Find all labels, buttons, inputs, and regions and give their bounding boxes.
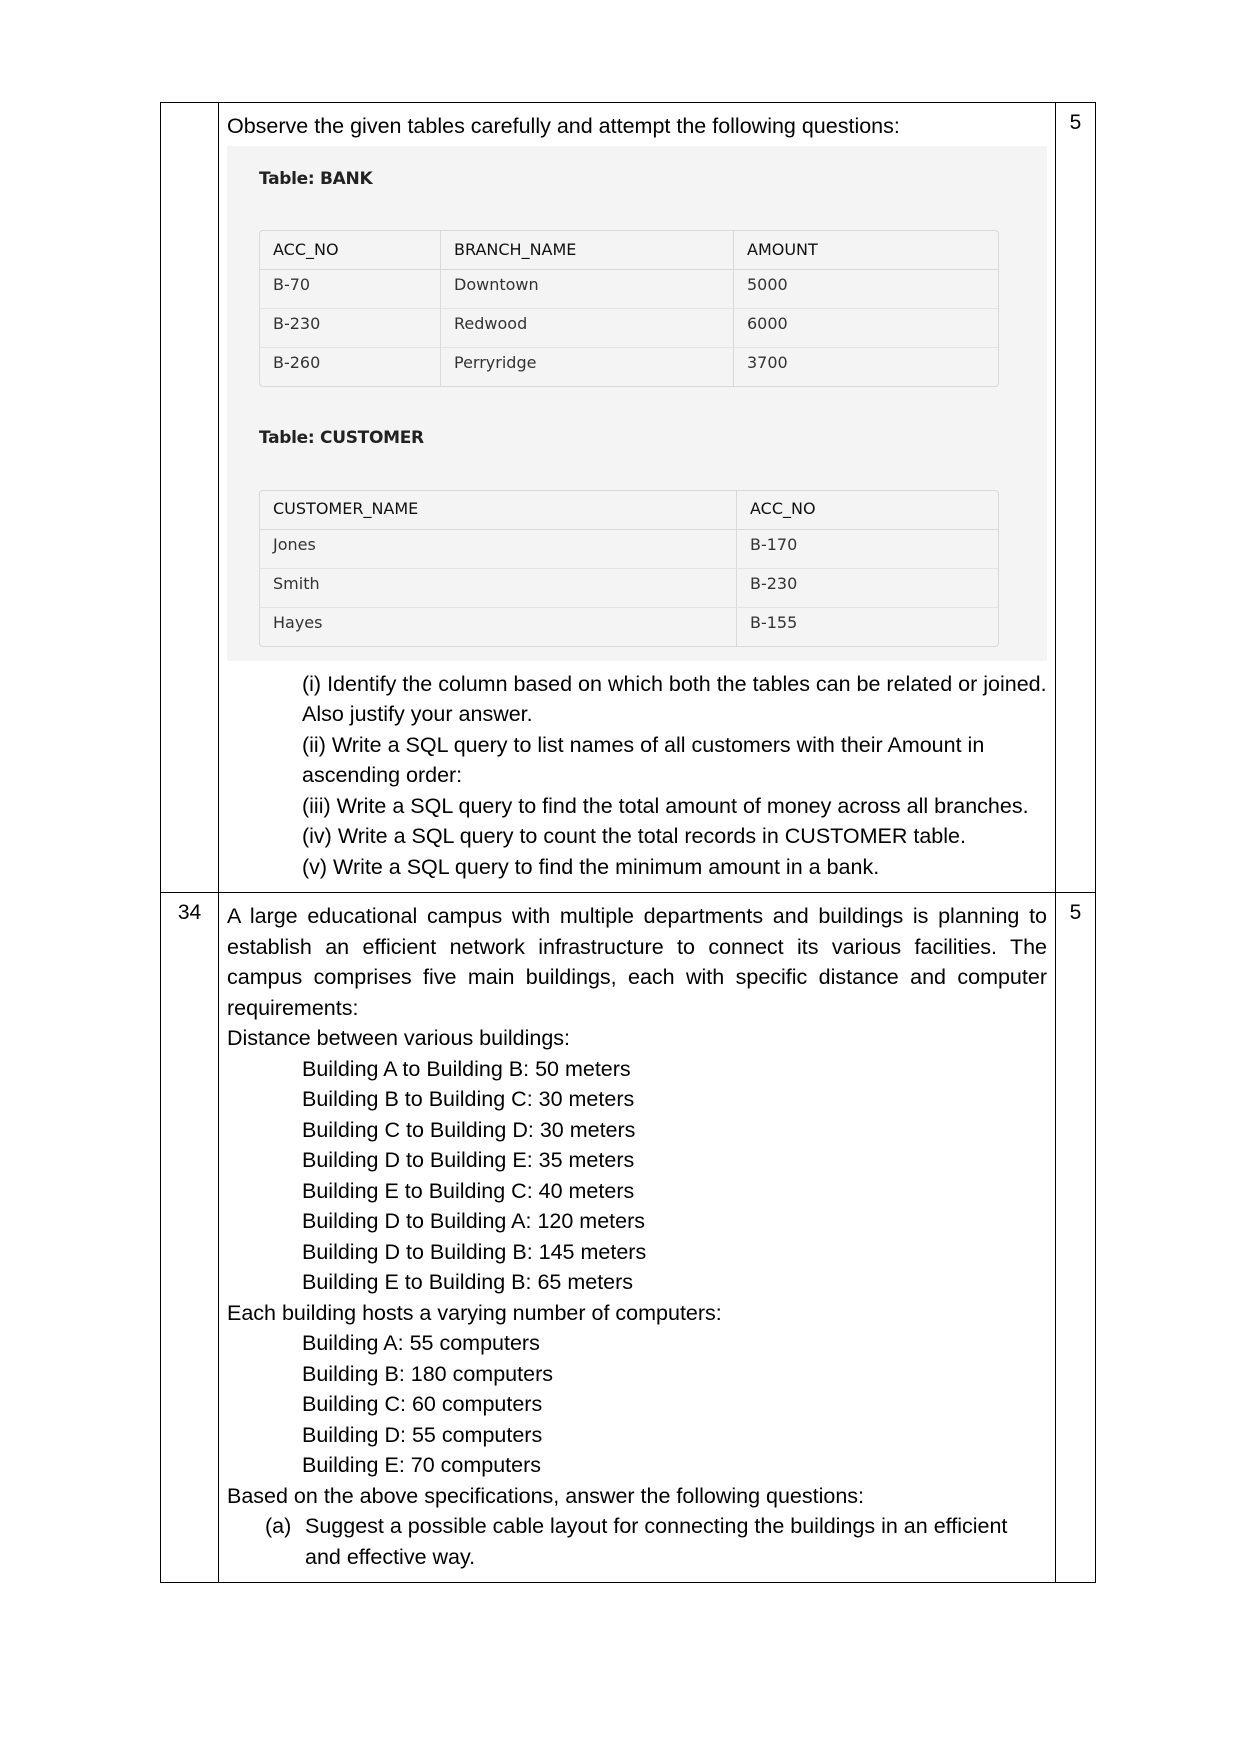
table-row xyxy=(260,348,998,386)
question-table xyxy=(160,102,1096,1583)
table-cell: B-170 xyxy=(736,530,998,569)
tables-image xyxy=(227,146,1047,661)
sub-question-text: Suggest a possible cable layout for connecting the buildings in an efficient and effective way. xyxy=(305,1514,1008,1569)
computer-count-item: Building B: 180 computers xyxy=(302,1361,553,1386)
customer-table-caption: Table: CUSTOMER xyxy=(259,428,424,448)
table-cell: B-70 xyxy=(260,270,440,309)
question-intro: Observe the given tables carefully and attempt the following questions: xyxy=(227,114,900,138)
distance-item: Building D to Building A: 120 meters xyxy=(302,1209,646,1233)
table-cell: 5000 xyxy=(733,270,998,309)
bank-table xyxy=(259,230,999,387)
table-cell: Perryridge xyxy=(440,348,733,386)
distance-item: Building A to Building B: 50 meters xyxy=(302,1056,631,1081)
column-header: ACC_NO xyxy=(736,491,998,530)
table-cell: Jones xyxy=(260,530,736,569)
question-row-34 xyxy=(161,893,1096,1583)
question-marks: 5 xyxy=(1056,893,1096,1583)
table-row xyxy=(260,530,998,569)
distance-item: Building E to Building B: 65 meters xyxy=(302,1270,634,1294)
question-number: 34 xyxy=(161,893,219,1583)
column-header: BRANCH_NAME xyxy=(440,231,733,270)
table-cell: B-230 xyxy=(260,309,440,348)
table-cell: 6000 xyxy=(733,309,998,348)
sub-question-label: (a) xyxy=(265,1514,292,1538)
table-cell: B-260 xyxy=(273,353,321,372)
sub-question: (v) Write a SQL query to find the minimum amount in a bank. xyxy=(302,854,880,879)
question-row-33 xyxy=(161,103,1096,893)
table-cell: B-155 xyxy=(736,608,998,646)
distance-item: Building E to Building C: 40 meters xyxy=(302,1178,635,1203)
question-intro: A large educational campus with multiple departments and buildings is planning to establish an efficient network infrastructure to connect its various facilities. The campus comprises five main buildings, each with specific distance and computer requirements: xyxy=(227,904,1047,1020)
computer-count-item: Building D: 55 computers xyxy=(302,1422,543,1447)
table-cell: Hayes xyxy=(273,612,323,632)
questions-heading: Based on the above specifications, answer the following questions: xyxy=(227,1483,865,1508)
table-row xyxy=(260,569,998,608)
sub-question: (ii) Write a SQL query to list names of all customers with their Amount in ascending order: xyxy=(302,732,985,787)
computer-count-item: Building E: 70 computers xyxy=(302,1453,542,1477)
sub-question: (i) Identify the column based on which both the tables can be related or joined. Also justify your answer. xyxy=(302,671,1047,726)
distance-item: Building D to Building E: 35 meters xyxy=(302,1148,635,1172)
computers-heading: Each building hosts a varying number of computers: xyxy=(227,1300,722,1325)
table-header-row xyxy=(260,231,998,270)
column-header: CUSTOMER_NAME xyxy=(260,491,736,530)
bank-table-caption: Table: BANK xyxy=(259,168,373,189)
sub-question: (iv) Write a SQL query to count the total records in CUSTOMER table. xyxy=(302,824,966,848)
question-body xyxy=(219,103,1056,893)
distance-heading: Distance between various buildings: xyxy=(227,1026,571,1050)
question-body xyxy=(219,893,1056,1583)
table-row xyxy=(260,309,998,348)
question-marks: 5 xyxy=(1056,103,1096,893)
customer-table xyxy=(259,490,999,647)
table-cell: 3700 xyxy=(733,348,998,386)
distance-item: Building B to Building C: 30 meters xyxy=(302,1087,635,1111)
computer-count-item: Building A: 55 computers xyxy=(302,1331,540,1355)
question-number xyxy=(161,103,219,893)
table-cell: B-230 xyxy=(736,569,998,608)
column-header: ACC_NO xyxy=(260,231,440,270)
computer-count-item: Building C: 60 computers xyxy=(302,1392,543,1416)
table-cell: Smith xyxy=(260,569,736,608)
sub-question xyxy=(227,1511,1047,1572)
distance-item: Building D to Building B: 145 meters xyxy=(302,1239,647,1264)
table-row xyxy=(260,608,998,646)
sub-question: (iii) Write a SQL query to find the total amount of money across all branches. xyxy=(302,793,1029,818)
table-row xyxy=(260,270,998,309)
distance-item: Building C to Building D: 30 meters xyxy=(302,1117,636,1142)
table-cell: Downtown xyxy=(440,270,733,309)
table-cell: Redwood xyxy=(440,309,733,348)
column-header: AMOUNT xyxy=(733,231,998,270)
table-header-row xyxy=(260,491,998,530)
